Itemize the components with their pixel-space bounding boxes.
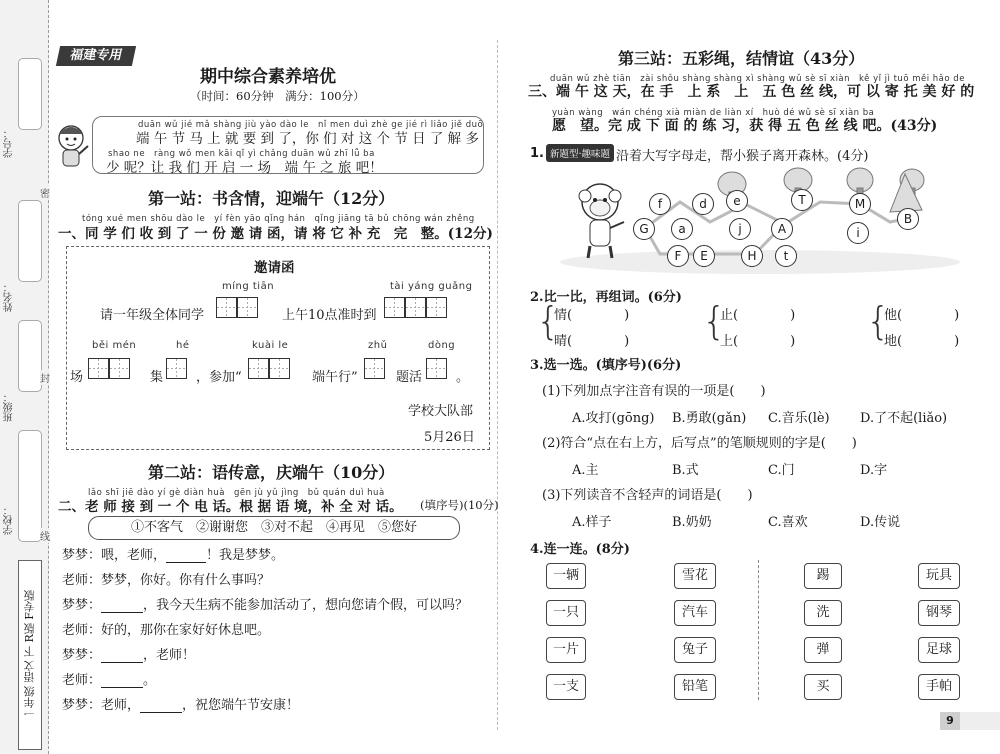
name-box[interactable] [18, 200, 42, 282]
dialogue-continuation: ！我是梦梦。 [206, 548, 285, 563]
dialogue-line [62, 669, 156, 688]
q3-2-title: 2.比一比，再组词。(6分) [530, 290, 682, 305]
dialogue-line [62, 644, 195, 663]
invite-line2-a: 场 [70, 370, 84, 385]
choice-option[interactable]: B.勇敢(gǎn) [672, 411, 747, 426]
connect-item[interactable]: 汽车 [674, 600, 716, 626]
seal-mark-3: 线 [40, 528, 50, 543]
page-number: 9 [940, 712, 960, 730]
q2-pinyin: lǎo shī jiē dào yí gè diàn huà gēn jù yǔ jìng bǔ quán duì huà [88, 488, 385, 498]
invite-line1-b: 上午10点准时到 [282, 308, 377, 323]
connect-item[interactable]: 一支 [546, 674, 586, 700]
maze-letter[interactable]: A [771, 218, 793, 240]
dialogue-line [62, 569, 270, 588]
intro-line-1: 端 午 节 马 上 就 要 到 了，你 们 对 这 个 节 日 了 解 多 [136, 131, 479, 147]
name-label: 姓名： [4, 282, 15, 312]
class-label: 班级： [4, 392, 15, 422]
choice-question: (3)下列读音不含轻声的词语是( ) [542, 488, 753, 503]
page-corner [960, 712, 1000, 730]
class-box[interactable] [18, 320, 42, 392]
page-divider [497, 40, 499, 730]
q3-1-title: 沿着大写字母走，帮小猴子离开森林。(4分) [616, 149, 869, 164]
connect-item[interactable]: 踢 [804, 563, 842, 589]
pinyin-he: hé [176, 340, 190, 351]
dialogue-continuation: ，老师！ [143, 648, 196, 663]
q3-4-title: 4.连一连。(8分) [530, 542, 630, 557]
q2-text: 二、老 师 接 到 一 个 电 话。根 据 语 境，补 全 对 话。 [58, 499, 403, 515]
connect-item[interactable]: 玩具 [918, 563, 960, 589]
dialogue-speaker-text: 老师：梦梦，你好。你有什么事吗？ [62, 573, 271, 588]
connect-item[interactable]: 弹 [804, 637, 842, 663]
dialogue-speaker-text: 梦梦：老师， [62, 698, 141, 713]
word-pair-item[interactable]: 他( ) [884, 308, 960, 323]
maze-letter[interactable]: G [633, 218, 655, 240]
station2-title: 第二站：语传意，庆端午（10分） [148, 463, 395, 482]
grid-mingtian[interactable] [216, 297, 258, 318]
maze-letter[interactable]: a [671, 218, 693, 240]
q2-note: (填序号)(10分) [420, 498, 499, 512]
brace-mark: { [536, 299, 561, 343]
answer-blank[interactable] [166, 548, 206, 563]
maze-letter[interactable]: i [847, 222, 869, 244]
invite-line2-c: ，参加“ [196, 370, 242, 385]
dialogue-continuation: ，我今天生病不能参加活动了，想向您请个假，可以吗？ [143, 598, 469, 613]
word-pair-item[interactable]: 上( ) [720, 334, 796, 349]
dialogue-speaker-text: 老师： [62, 673, 102, 688]
connect-item[interactable]: 一片 [546, 637, 586, 663]
seal-mark-2: 封 [40, 370, 50, 385]
brace-mark: { [866, 299, 891, 343]
maze-letter[interactable]: B [897, 208, 919, 230]
maze-letter[interactable]: E [693, 245, 715, 267]
choice-option[interactable]: A.样子 [572, 515, 612, 530]
connect-item[interactable]: 铅笔 [674, 674, 716, 700]
pinyin-beimen: běi mén [92, 340, 137, 351]
edition-tag: 福建专用 [56, 46, 136, 66]
station1-title: 第一站：书含情，迎端午（12分） [148, 189, 395, 208]
connect-divider [758, 560, 760, 700]
invite-line2-e: 题活 [396, 370, 423, 385]
invite-line2-f: 。 [456, 370, 470, 385]
maze-letter[interactable]: t [775, 245, 797, 267]
pinyin-kuaile: kuài le [252, 340, 289, 351]
word-pair-item[interactable]: 晴( ) [554, 334, 630, 349]
grid-he[interactable] [166, 358, 187, 379]
monkey-icon [579, 184, 624, 258]
word-pair-item[interactable]: 止( ) [720, 308, 796, 323]
q3-3-title: 3.选一选。(填序号)(6分) [530, 358, 682, 373]
connect-item[interactable]: 洗 [804, 600, 842, 626]
intro-line-2: 少 呢？让 我 们 开 启 一 场 端 午 之 旅 吧！ [106, 160, 383, 176]
intro-pinyin-2: shao ne ràng wǒ men kāi qǐ yì chǎng duān wǔ zhī lǚ ba [108, 149, 375, 159]
connect-item[interactable]: 钢琴 [918, 600, 960, 626]
dialogue-line [62, 619, 270, 638]
school-label: 学校： [4, 505, 15, 535]
pinyin-zhu: zhǔ [368, 340, 388, 351]
invite-line2-b: 集 [150, 370, 164, 385]
invite-line2-d: 端午行” [312, 370, 358, 385]
station3-title: 第三站：五彩绳，结情谊（43分） [618, 49, 865, 68]
maze-letter[interactable]: H [741, 245, 763, 267]
school-box[interactable] [18, 430, 42, 542]
options-box: ①不客气 ②谢谢您 ③对不起 ④再见 ⑤您好 [88, 516, 460, 540]
choice-question: (1)下列加点字注音有误的一项是( ) [542, 384, 766, 399]
exam-title: 期中综合素养培优 [200, 67, 336, 87]
invite-line1-a: 请一年级全体同学 [100, 308, 205, 323]
invitation-sign: 学校大队部 [408, 404, 474, 419]
choice-option[interactable]: A.攻打(gōng) [572, 411, 655, 426]
grid-dong[interactable] [426, 358, 447, 379]
connect-item[interactable]: 一只 [546, 600, 586, 626]
answer-blank[interactable] [140, 698, 182, 713]
dialogue-speaker-text: 梦梦： [62, 598, 102, 613]
binding-strip [0, 0, 49, 754]
choice-option[interactable]: D.了不起(liǎo) [860, 411, 948, 426]
dialogue-continuation: ，祝您端午节安康！ [182, 698, 300, 713]
choice-option[interactable]: C.门 [768, 463, 795, 478]
maze-letter[interactable]: F [667, 245, 689, 267]
intro-pinyin-1: duān wǔ jié mǎ shàng jiù yào dào le nǐ men duì zhè ge jié rì liǎo jiě duō [138, 120, 484, 130]
dialogue-speaker-text: 梦梦：喂，老师， [62, 548, 167, 563]
maze-letter[interactable]: d [692, 193, 714, 215]
maze-letter[interactable]: M [849, 193, 871, 215]
maze-letter[interactable]: j [729, 218, 751, 240]
choice-option[interactable]: B.奶奶 [672, 515, 712, 530]
student-id-label: 学号： [4, 128, 15, 158]
grid-zhu[interactable] [364, 358, 385, 379]
grade-label: 一年级 语文 下 R版 F专版 [18, 560, 42, 750]
exam-meta: （时间：60分钟 满分：100分） [190, 89, 365, 103]
dialogue-speaker-text: 老师：好的，那你在家好好休息吧。 [62, 623, 271, 638]
pinyin-mingtian: míng tiān [222, 281, 275, 292]
grid-kuaile[interactable] [248, 358, 290, 379]
answer-blank[interactable] [101, 598, 143, 613]
choice-option[interactable]: C.喜欢 [768, 515, 808, 530]
answer-blank[interactable] [101, 673, 143, 688]
connect-item[interactable]: 兔子 [674, 637, 716, 663]
invitation-date: 5月26日 [424, 430, 475, 445]
connect-item[interactable]: 足球 [918, 637, 960, 663]
choice-option[interactable]: B.式 [672, 463, 699, 478]
answer-blank[interactable] [101, 648, 143, 663]
invitation-title: 邀请函 [254, 260, 295, 276]
connect-item[interactable]: 手帕 [918, 674, 960, 700]
dialogue-continuation: 。 [143, 673, 157, 688]
seal-mark-1: 密 [40, 185, 50, 200]
q3-text-2: 愿 望。完 成 下 面 的 练 习，获 得 五 色 丝 线 吧。(43分) [552, 118, 938, 134]
word-pair-item[interactable]: 地( ) [884, 334, 960, 349]
choice-option[interactable]: D.传说 [860, 515, 901, 530]
mascot-illustration [50, 122, 92, 172]
student-id-box[interactable] [18, 58, 42, 130]
dialogue-speaker-text: 梦梦： [62, 648, 102, 663]
q3-text-1: 三、端 午 这 天，在 手 上 系 上 五 色 丝 线，可 以 寄 托 美 好 的 [528, 84, 975, 100]
pinyin-taiyangguang: tài yáng guǎng [390, 281, 473, 292]
choice-option[interactable]: C.音乐(lè) [768, 411, 830, 426]
choice-option[interactable]: D.字 [860, 463, 888, 478]
q1-pinyin: tóng xué men shōu dào le yí fèn yāo qǐng hán qǐng jiāng tā bǔ chōng wán zhěng [82, 214, 475, 224]
connect-item[interactable]: 雪花 [674, 563, 716, 589]
brace-mark: { [702, 299, 727, 343]
dialogue-line [62, 594, 468, 613]
dialogue-line [62, 694, 299, 713]
connect-item[interactable]: 买 [804, 674, 842, 700]
maze-letter[interactable]: f [649, 193, 671, 215]
grid-beimen[interactable] [88, 358, 130, 379]
q3-pinyin-2: yuàn wàng wán chéng xià miàn de liàn xí huò dé wǔ sè sī xiàn ba [552, 108, 875, 118]
maze-letter[interactable]: e [726, 190, 748, 212]
connect-item[interactable]: 一辆 [546, 563, 586, 589]
choice-option[interactable]: A.主 [572, 463, 599, 478]
word-pair-item[interactable]: 情( ) [554, 308, 630, 323]
pinyin-dong: dòng [428, 340, 456, 351]
maze-letter[interactable]: T [791, 189, 813, 211]
q3-pinyin-1: duān wǔ zhè tiān zài shǒu shàng shàng xì shàng wǔ sè sī xiàn kě yǐ jì tuō měi hǎo de [550, 74, 965, 84]
grid-taiyangguang[interactable] [384, 297, 447, 318]
new-type-badge: 新题型·趣味题 [546, 144, 614, 162]
dialogue-line [62, 544, 284, 563]
q1-text: 一、同 学 们 收 到 了 一 份 邀 请 函，请 将 它 补 充 完 整。(12分) [58, 226, 493, 242]
choice-question: (2)符合“点在右上方，后写点”的笔顺规则的字是( ) [542, 436, 857, 451]
